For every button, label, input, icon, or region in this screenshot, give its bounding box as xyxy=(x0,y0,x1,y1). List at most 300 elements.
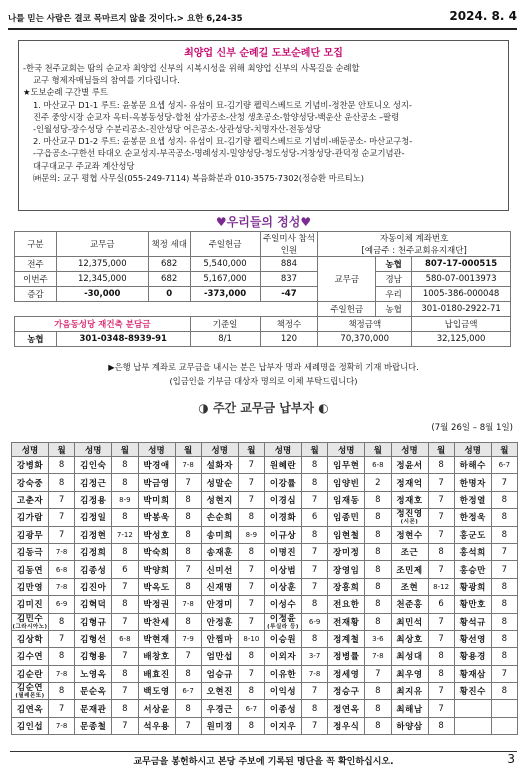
table-row xyxy=(12,683,518,700)
col-header-month: 월 xyxy=(238,443,264,457)
payer-month: 7 xyxy=(238,596,264,613)
payer-month: 8 xyxy=(491,683,517,700)
payer-name: 이지우 xyxy=(265,717,302,734)
payer-month: 8 xyxy=(302,457,328,474)
payer-name: 김정근 xyxy=(75,474,112,491)
bank-name: 농협 xyxy=(376,302,412,317)
payer-name: 최성대 xyxy=(391,648,428,665)
payer-name: 황석규 xyxy=(454,613,491,630)
payer-month: 8 xyxy=(49,474,75,491)
offering-header-row xyxy=(15,232,511,257)
payer-name: 정계철 xyxy=(328,630,365,647)
notice-line: -구읍공소-구한선 타대오 순교성지-부곡공소-명례성지-밀양성당-청도성당-거창성당-관덕정 순교기념관- xyxy=(33,148,405,159)
payer-month: 8 xyxy=(112,543,138,560)
payer-name: 하해수 xyxy=(454,457,491,474)
payer-name: 이명진 xyxy=(265,543,302,560)
payer-name: 김형선 xyxy=(75,630,112,647)
table-row xyxy=(12,509,518,526)
table-row xyxy=(12,717,518,734)
payer-name: 문종철 xyxy=(75,717,112,734)
account-number: 807-17-000515 xyxy=(412,257,511,272)
building-value-row xyxy=(15,332,511,347)
payer-month: 7-8 xyxy=(365,648,391,665)
payer-month xyxy=(491,700,517,717)
account-number: 301-0180-2922-71 xyxy=(412,302,511,317)
payer-name: 정재억 xyxy=(391,474,428,491)
payer-name: 이익성 xyxy=(265,683,302,700)
col-header-name: 성명 xyxy=(265,443,302,457)
payment-note: ▶은행 납부 계좌로 교무금을 내시는 분은 납부자 명과 세례명을 정확히 기재 바랍니다. xyxy=(108,362,419,372)
bank-name: 경남 xyxy=(376,272,412,287)
payer-month: 7 xyxy=(175,648,201,665)
payer-month: 6-8 xyxy=(112,630,138,647)
offering-row xyxy=(15,272,511,287)
payer-month: 8 xyxy=(491,526,517,543)
payer-name: 조민제 xyxy=(391,561,428,578)
account-number: 301-0348-8939-91 xyxy=(56,332,190,347)
payer-name: 장흥희 xyxy=(328,578,365,595)
payer-name: 정윤서 xyxy=(391,457,428,474)
payer-name: 배창호 xyxy=(138,648,175,665)
row-label: 증감 xyxy=(15,287,57,302)
notice-line: 2. 마산교구 D1-2 루트: 윤봉문 요셉 성지- 유섬이 묘-김기량 펠릭스베드로 기념비-배둔공소- 마산교구청- xyxy=(33,136,413,147)
sunday-value: 5,540,000 xyxy=(190,257,260,272)
table-row xyxy=(12,561,518,578)
sunday-value: -373,000 xyxy=(190,287,260,302)
payer-name: 조현 xyxy=(391,578,428,595)
payer-month: 7 xyxy=(175,561,201,578)
payer-month: 8 xyxy=(365,491,391,508)
payer-name: 정우식 xyxy=(328,717,365,734)
payer-month: 7 xyxy=(112,578,138,595)
payer-name: 정현수 xyxy=(391,526,428,543)
payer-name: 이경심 xyxy=(265,491,302,508)
payer-name: 박옥도 xyxy=(138,578,175,595)
payer-month: 8 xyxy=(112,596,138,613)
payer-month: 8 xyxy=(365,596,391,613)
paid-amount: 32,125,000 xyxy=(412,332,511,347)
payer-month: 8 xyxy=(365,700,391,717)
payer-month: 8 xyxy=(238,683,264,700)
payer-name: 서상윤 xyxy=(138,700,175,717)
payer-name xyxy=(12,683,49,700)
payer-month: 3-7 xyxy=(302,648,328,665)
kyomu-account-label: 교무금 xyxy=(318,257,376,302)
payer-month: 8 xyxy=(365,561,391,578)
payer-month: 8 xyxy=(238,717,264,734)
payer-baptismal-name: (시몬) xyxy=(400,519,419,526)
payer-name: 백도영 xyxy=(138,683,175,700)
payer-month: 8 xyxy=(365,543,391,560)
col-header-month: 월 xyxy=(428,443,454,457)
bank-name: 농협 xyxy=(376,257,412,272)
payer-month: 8 xyxy=(365,683,391,700)
assigned-amount: 70,370,000 xyxy=(318,332,412,347)
payer-month: 2 xyxy=(365,474,391,491)
payer-name: 한정열 xyxy=(454,491,491,508)
sunday-value: 5,167,000 xyxy=(190,272,260,287)
col-header: 주일헌금 xyxy=(190,232,260,257)
payer-name: 김혁덕 xyxy=(75,596,112,613)
payer-month: 7 xyxy=(428,509,454,526)
payer-name: 이유한 xyxy=(265,665,302,682)
payer-month: 7 xyxy=(112,613,138,630)
payer-month xyxy=(491,717,517,734)
payer-name: 최민석 xyxy=(391,613,428,630)
payer-name xyxy=(454,700,491,717)
payer-name-text: 이정윤 xyxy=(269,613,297,624)
payer-name xyxy=(454,717,491,734)
payer-name: 이강률 xyxy=(265,474,302,491)
payer-name: 황선영 xyxy=(454,630,491,647)
payer-month: 7 xyxy=(112,648,138,665)
payer-month: 6 xyxy=(112,561,138,578)
households-value: 682 xyxy=(148,257,190,272)
households-value: 0 xyxy=(148,287,190,302)
payer-month: 8 xyxy=(175,578,201,595)
payer-month: 8 xyxy=(491,648,517,665)
payer-name-text: 정진영 xyxy=(396,509,423,520)
payer-name xyxy=(12,613,49,630)
payer-month: 7 xyxy=(302,491,328,508)
table-row xyxy=(12,457,518,474)
payer-name: 김광무 xyxy=(12,526,49,543)
payer-name: 김종성 xyxy=(75,561,112,578)
payer-name: 박성호 xyxy=(138,526,175,543)
payer-month: 3-6 xyxy=(365,630,391,647)
payer-name: 김형용 xyxy=(75,648,112,665)
payer-name: 장영임 xyxy=(328,561,365,578)
col-header-month: 월 xyxy=(365,443,391,457)
payer-month: 7-8 xyxy=(49,578,75,595)
payer-month: 7 xyxy=(112,683,138,700)
payer-name: 임종민 xyxy=(328,509,365,526)
payer-name: 정재호 xyxy=(391,491,428,508)
attendance-value: -47 xyxy=(260,287,318,302)
payer-month: 7 xyxy=(175,717,201,734)
payer-name: 엄만섭 xyxy=(201,648,238,665)
payer-name: 김정희 xyxy=(75,543,112,560)
payer-table xyxy=(11,442,518,735)
payer-name: 한명자 xyxy=(454,474,491,491)
payer-month: 7 xyxy=(302,717,328,734)
payer-name: 천준홍 xyxy=(391,596,428,613)
payer-month: 8 xyxy=(112,665,138,682)
payer-name: 박미희 xyxy=(138,491,175,508)
payer-month: 8 xyxy=(238,648,264,665)
payer-name: 안찜마 xyxy=(201,630,238,647)
payer-name: 김정현 xyxy=(75,526,112,543)
page-number: 3 xyxy=(507,752,515,766)
payer-month: 8-9 xyxy=(112,491,138,508)
payer-name: 박금영 xyxy=(138,474,175,491)
payer-name: 노영옥 xyxy=(75,665,112,682)
payer-month: 7 xyxy=(491,543,517,560)
footer-note: 교무금을 봉헌하시고 본당 주보에 기록된 명단을 꼭 확인하십시오. xyxy=(133,757,394,767)
payer-name: 한정욱 xyxy=(454,509,491,526)
payer-name: 김동극 xyxy=(12,543,49,560)
payer-name: 손순희 xyxy=(201,509,238,526)
payer-name: 송미희 xyxy=(201,526,238,543)
payer-month: 8 xyxy=(302,630,328,647)
offering-row xyxy=(15,287,511,302)
payer-name: 석우용 xyxy=(138,717,175,734)
kyomu-value: 12,375,000 xyxy=(56,257,148,272)
col-header: 기준일 xyxy=(190,317,260,332)
payer-month: 8 xyxy=(49,457,75,474)
payer-month: 8 xyxy=(175,509,201,526)
payer-month: 6-7 xyxy=(238,700,264,717)
transfer-header xyxy=(318,232,511,257)
payer-name: 성말순 xyxy=(201,474,238,491)
payer-name: 박양희 xyxy=(138,561,175,578)
payer-name: 김인섭 xyxy=(12,717,49,734)
payer-name: 안정훈 xyxy=(201,613,238,630)
payer-name: 이종성 xyxy=(265,700,302,717)
payer-month: 7 xyxy=(428,561,454,578)
payer-month: 7 xyxy=(428,630,454,647)
payer-name xyxy=(391,509,428,526)
payer-name: 김가람 xyxy=(12,509,49,526)
payer-name: 전요한 xyxy=(328,596,365,613)
payer-month: 8 xyxy=(49,613,75,630)
col-header-month: 월 xyxy=(175,443,201,457)
gospel-verse: 나를 믿는 사람은 결코 목마르지 않을 것이다.> 요한 6,24-35 xyxy=(8,14,243,24)
payer-month: 8 xyxy=(238,543,264,560)
table-row xyxy=(12,491,518,508)
transfer-header-label: 자동이체 계좌번호 xyxy=(379,234,449,244)
table-row xyxy=(12,474,518,491)
payer-month: 8-9 xyxy=(238,526,264,543)
payer-month: 6-7 xyxy=(175,683,201,700)
col-header: 구분 xyxy=(15,232,57,257)
payer-month: 7 xyxy=(238,578,264,595)
payer-month: 7-8 xyxy=(302,665,328,682)
payer-month: 8 xyxy=(112,457,138,474)
notice-line: 교구 형제자매님들의 참여를 기다립니다. xyxy=(33,75,180,86)
offering-table xyxy=(14,231,511,347)
payer-month: 8 xyxy=(302,526,328,543)
payer-month: 8 xyxy=(491,578,517,595)
payer-name: 원혜란 xyxy=(265,457,302,474)
payer-name: 김연옥 xyxy=(12,700,49,717)
col-header: 책정수 xyxy=(260,317,318,332)
col-header-month: 월 xyxy=(302,443,328,457)
weekly-period: (7월 26일 – 8월 1일) xyxy=(431,423,513,433)
account-number: 580-07-0013973 xyxy=(412,272,511,287)
kyomu-value: 12,345,000 xyxy=(56,272,148,287)
payer-month: 8 xyxy=(365,509,391,526)
payer-name: 이상훈 xyxy=(265,578,302,595)
payer-month: 8 xyxy=(175,613,201,630)
payer-month: 8 xyxy=(491,491,517,508)
payer-month: 8 xyxy=(428,648,454,665)
payer-name-text: 김민수 xyxy=(16,613,44,624)
payer-month: 8 xyxy=(175,700,201,717)
payer-month: 8 xyxy=(302,596,328,613)
payer-name: 최상호 xyxy=(391,630,428,647)
payer-month: 7 xyxy=(238,561,264,578)
payer-name: 원미경 xyxy=(201,717,238,734)
payer-name: 김정일 xyxy=(75,509,112,526)
payer-name: 배효진 xyxy=(138,665,175,682)
payer-month: 7 xyxy=(175,474,201,491)
payer-month: 7-8 xyxy=(175,457,201,474)
notice-line: -한국 천주교회는 땀의 순교자 최양업 신부의 시복시성을 위해 최양업 신부의 사목길을 순례할 xyxy=(23,63,360,73)
payer-name: 황재삼 xyxy=(454,665,491,682)
payment-note: (입금인을 기부금 대상자 명의로 이체 부탁드립니다) xyxy=(169,376,358,386)
col-header-month: 월 xyxy=(491,443,517,457)
payer-month: 8 xyxy=(112,700,138,717)
notice-line: -인월성당-장수성당 수분리공소-진안성당 어은공소-상관성당-치명자산-전동성당 xyxy=(33,124,321,135)
table-row xyxy=(12,596,518,613)
payer-name: 박찬세 xyxy=(138,613,175,630)
table-row xyxy=(12,648,518,665)
payer-month: 7-8 xyxy=(49,543,75,560)
payer-name: 이승원 xyxy=(265,630,302,647)
payer-name: 황진수 xyxy=(454,683,491,700)
payer-name: 이외자 xyxy=(265,648,302,665)
payer-name: 임현철 xyxy=(328,526,365,543)
payer-month: 8 xyxy=(302,700,328,717)
payer-month: 8 xyxy=(491,596,517,613)
payer-name: 김정용 xyxy=(75,491,112,508)
bank-name: 농협 xyxy=(15,332,57,347)
households-value: 682 xyxy=(148,272,190,287)
payer-name: 신미선 xyxy=(201,561,238,578)
col-header-name: 성명 xyxy=(391,443,428,457)
col-header: 책정금액 xyxy=(318,317,412,332)
payer-name: 문순옥 xyxy=(75,683,112,700)
payer-month: 6 xyxy=(302,509,328,526)
payer-month: 7 xyxy=(49,526,75,543)
payer-name: 박현재 xyxy=(138,630,175,647)
notice-title: 최양업 신부 순례길 도보순례단 모집 xyxy=(184,48,343,59)
assigned-count: 120 xyxy=(260,332,318,347)
payer-name: 김상학 xyxy=(12,630,49,647)
col-header: 납입금액 xyxy=(412,317,511,332)
payer-name: 임양빈 xyxy=(328,474,365,491)
payer-month: 7 xyxy=(112,717,138,734)
payer-name: 김미진 xyxy=(12,596,49,613)
payer-name: 홍석희 xyxy=(454,543,491,560)
payer-name: 조근 xyxy=(391,543,428,560)
bank-name: 우리 xyxy=(376,287,412,302)
payer-month: 8 xyxy=(365,526,391,543)
col-header-name: 성명 xyxy=(454,443,491,457)
payer-name: 박숙희 xyxy=(138,543,175,560)
payer-name: 정승구 xyxy=(328,683,365,700)
notice-line: 1. 마산교구 D1-1 루트: 윤봉문 요셉 성지- 유섬이 묘-김기량 펠릭스베드로 기념비-정찬문 안토니오 성지- xyxy=(33,99,412,110)
col-header-month: 월 xyxy=(112,443,138,457)
building-title: 가음동성당 재건축 분담금 xyxy=(15,317,191,332)
payer-name: 황광희 xyxy=(454,578,491,595)
table-row xyxy=(12,543,518,560)
sunday-account-label: 주일헌금 xyxy=(318,302,376,317)
payer-month: 8 xyxy=(491,509,517,526)
payer-month: 8 xyxy=(428,717,454,734)
payer-name: 정병률 xyxy=(328,648,365,665)
payer-month: 7-12 xyxy=(112,526,138,543)
payer-month: 7 xyxy=(49,509,75,526)
table-row xyxy=(12,613,518,630)
col-header: 주일미사 참석인원 xyxy=(260,232,318,257)
payer-month: 8 xyxy=(365,717,391,734)
payer-name: 고춘자 xyxy=(12,491,49,508)
payer-name-text: 김순연 xyxy=(16,683,44,694)
payer-month: 6-8 xyxy=(365,457,391,474)
payer-name: 하양삼 xyxy=(391,717,428,734)
payer-month: 7 xyxy=(238,474,264,491)
weekly-title: ◑ 주간 교무금 납부자 ◐ xyxy=(198,401,329,415)
payer-month: 8 xyxy=(238,509,264,526)
payer-month: 7 xyxy=(238,491,264,508)
payer-name: 임재동 xyxy=(328,491,365,508)
payer-month: 8 xyxy=(175,491,201,508)
payer-name: 홍군도 xyxy=(454,526,491,543)
payer-month: 7-8 xyxy=(49,717,75,734)
payer-month: 7 xyxy=(302,683,328,700)
table-row xyxy=(12,526,518,543)
table-row xyxy=(12,665,518,682)
payer-name: 김순란 xyxy=(12,665,49,682)
notice-line: 진주 중앙시장 순교자 옥터-옥봉동성당-합천 삼가공소-산청 생초공소-함양성당-백운산 운산공소 –팔령 xyxy=(33,111,400,122)
payer-name: 강숙중 xyxy=(12,474,49,491)
payer-month: 7 xyxy=(49,700,75,717)
base-date: 8/1 xyxy=(190,332,260,347)
payer-name xyxy=(265,613,302,630)
payer-name: 박봉욱 xyxy=(138,509,175,526)
payer-month: 6-9 xyxy=(302,613,328,630)
payer-name: 이성수 xyxy=(265,596,302,613)
payer-name: 김만영 xyxy=(12,578,49,595)
payer-month: 8 xyxy=(49,683,75,700)
payer-month: 8 xyxy=(175,526,201,543)
payer-name: 박정권 xyxy=(138,596,175,613)
payer-month: 8 xyxy=(112,509,138,526)
payer-header-row xyxy=(12,443,518,457)
payer-month: 7 xyxy=(238,665,264,682)
payer-month: 7 xyxy=(49,491,75,508)
payer-name: 안경미 xyxy=(201,596,238,613)
payer-name: 김수연 xyxy=(12,648,49,665)
attendance-value: 837 xyxy=(260,272,318,287)
payer-month: 8 xyxy=(428,543,454,560)
payer-name: 엄승규 xyxy=(201,665,238,682)
payer-baptismal-name: (필레몬또) xyxy=(15,693,45,700)
col-header: 책정 세대 xyxy=(148,232,190,257)
row-label: 이번주 xyxy=(15,272,57,287)
payer-month: 7 xyxy=(491,665,517,682)
footer-divider xyxy=(10,751,517,752)
payer-month: 8 xyxy=(175,665,201,682)
payer-month: 8 xyxy=(491,630,517,647)
payer-month: 7 xyxy=(428,613,454,630)
notice-line: 대구대교구 주교좌 계산성당 xyxy=(33,160,135,171)
payer-month: 7 xyxy=(365,665,391,682)
account-number: 1005-386-000048 xyxy=(412,287,511,302)
offering-title: ♥우리들의 정성♥ xyxy=(215,215,312,229)
payer-month: 7 xyxy=(238,457,264,474)
payer-month: 7-8 xyxy=(175,596,201,613)
table-row xyxy=(12,700,518,717)
payer-month: 6 xyxy=(428,596,454,613)
payer-month: 7 xyxy=(491,561,517,578)
payer-month: 6-8 xyxy=(49,561,75,578)
payer-name: 김동연 xyxy=(12,561,49,578)
payer-name: 송재훈 xyxy=(201,543,238,560)
payer-month: 6-9 xyxy=(49,596,75,613)
